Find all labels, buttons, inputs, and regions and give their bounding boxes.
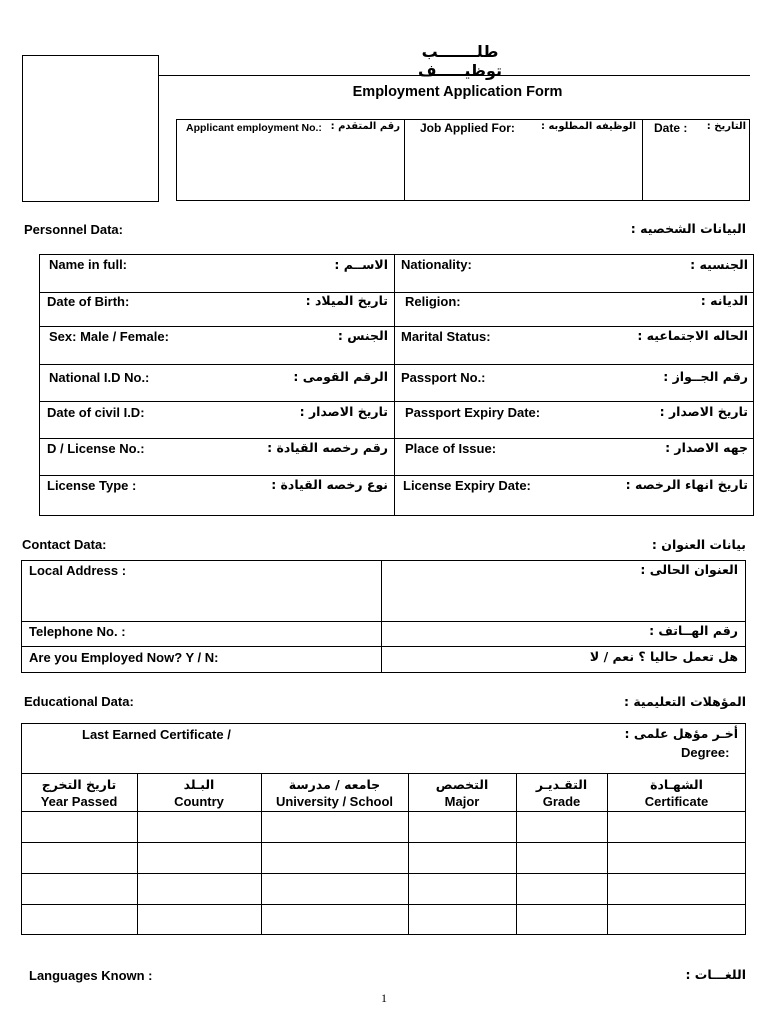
page-number: 1 [381,991,387,1005]
place-of-issue-label: Place of Issue: [405,441,497,456]
telephone-ar: رقم الهــاتف : [649,623,738,638]
job-applied-label: Job Applied For: [420,121,515,135]
name-ar: الاســم : [334,257,388,272]
personnel-heading-ar: البيانات الشخصيه : [630,221,746,236]
personnel-row-line [39,364,754,365]
col-country [137,776,261,810]
edu-row-line [21,904,746,905]
contact-divider [381,560,382,673]
national-id-label: National I.D No.: [49,370,150,385]
name-label: Name in full: [49,257,128,272]
contact-row-line [21,621,746,622]
nationality-ar: الجنسيه : [690,257,748,272]
col-university-en: University / School [275,794,394,809]
civil-id-date-ar: تاريخ الاصدار : [299,404,388,419]
personnel-row-line [39,401,754,402]
col-certificate [607,776,746,810]
col-university-ar: جامعه / مدرسة [288,777,381,792]
license-type-label: License Type : [47,478,137,493]
applicant-no-label: Applicant employment No.: [186,122,322,134]
col-major [408,776,516,810]
last-cert-ar: أخـر مؤهل علمى : [624,726,738,741]
top-divider-2 [642,119,643,201]
license-expiry-ar: تاريخ انهاء الرخصه : [625,477,748,492]
dob-ar: تاريخ الميلاد : [305,293,388,308]
applicant-no-ar: رقم المتقدم : [330,121,400,132]
passport-no-label: Passport No.: [401,370,486,385]
col-certificate-ar: الشهـادة [650,777,703,792]
languages-ar: اللغـــات : [685,967,746,982]
date-label: Date : [654,121,688,135]
license-no-label: D / License No.: [47,441,145,456]
place-of-issue-ar: جهه الاصدار : [665,440,748,455]
dob-label: Date of Birth: [47,294,130,309]
license-no-ar: رقم رخصه القيادة : [267,440,388,455]
col-major-en: Major [444,794,480,809]
col-year-passed [21,776,137,810]
local-address-label: Local Address : [29,563,127,578]
degree-label: Degree: [681,745,730,760]
col-country-en: Country [174,794,224,809]
col-university [261,776,408,810]
sex-label: Sex: Male / Female: [49,329,169,344]
edu-row-line [21,773,746,774]
religion-ar: الديانه : [700,293,748,308]
col-grade-ar: التقـديـر [535,777,588,792]
personnel-heading: Personnel Data: [24,222,123,237]
personnel-row-line [39,438,754,439]
employed-label: Are you Employed Now? Y / N: [29,650,219,665]
edu-row-line [21,811,746,812]
col-grade-en: Grade [542,794,581,809]
col-major-ar: التخصص [435,777,489,792]
marital-ar: الحاله الاجتماعيه : [637,328,748,343]
telephone-label: Telephone No. : [29,624,126,639]
col-year-passed-en: Year Passed [40,794,118,809]
education-heading: Educational Data: [24,694,134,709]
edu-row-line [21,873,746,874]
col-grade [516,776,607,810]
marital-label: Marital Status: [401,329,491,344]
personnel-divider [394,254,395,516]
contact-row-line [21,646,746,647]
employed-ar: هل تعمل حاليا ؟ نعم / لا [589,649,738,664]
personnel-row-line [39,475,754,476]
date-ar: التاريخ : [706,121,746,132]
form-title: Employment Application Form [352,84,563,100]
religion-label: Religion: [405,294,461,309]
arabic-title: طلـــــــب توظيـــــف [417,42,503,80]
languages-label: Languages Known : [29,968,153,983]
education-heading-ar: المؤهلات التعليمية : [623,694,746,709]
col-year-passed-ar: تاريخ التخرج [41,777,117,792]
passport-expiry-label: Passport Expiry Date: [405,405,541,420]
photo-box [22,55,159,202]
license-type-ar: نوع رخصه القيادة : [271,477,388,492]
contact-heading: Contact Data: [22,537,107,552]
passport-expiry-ar: تاريخ الاصدار : [659,404,748,419]
nationality-label: Nationality: [401,257,472,272]
edu-row-line [21,842,746,843]
col-country-ar: البـلد [183,777,215,792]
personnel-row-line [39,326,754,327]
contact-heading-ar: بيانات العنوان : [651,537,746,552]
local-address-ar: العنوان الحالى : [640,562,738,577]
last-cert-label: Last Earned Certificate / [82,727,231,742]
job-applied-ar: الوظيفه المطلوبه : [541,121,636,132]
col-certificate-en: Certificate [644,794,709,809]
civil-id-date-label: Date of civil I.D: [47,405,145,420]
national-id-ar: الرقم القومى : [293,369,388,384]
sex-ar: الجنس : [337,328,388,343]
license-expiry-label: License Expiry Date: [403,478,531,493]
top-divider-1 [404,119,405,201]
passport-no-ar: رقم الجــواز : [663,369,748,384]
